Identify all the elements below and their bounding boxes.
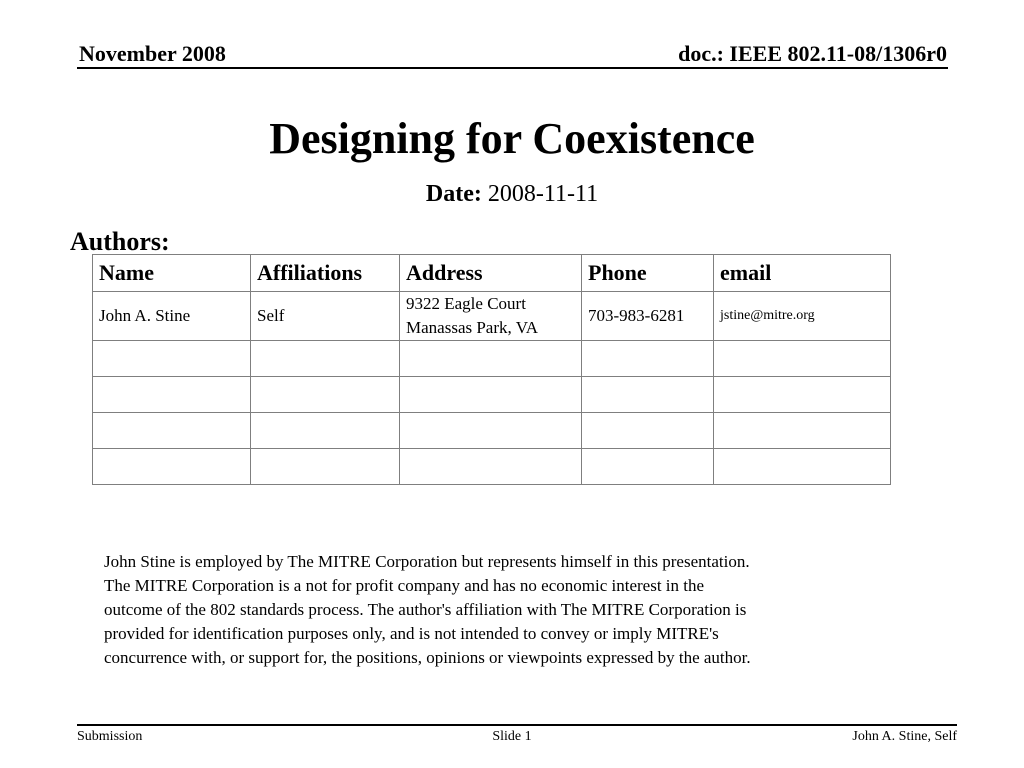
- header-doc-id: doc.: IEEE 802.11-08/1306r0: [678, 41, 947, 66]
- empty-cell: [251, 413, 400, 449]
- header-divider: [77, 67, 948, 69]
- address-line-2: Manassas Park, VA: [406, 318, 539, 337]
- empty-cell: [582, 449, 714, 485]
- slide-title: Designing for Coexistence: [269, 114, 755, 163]
- empty-cell: [251, 341, 400, 377]
- footer-divider: [77, 724, 957, 726]
- empty-cell: [93, 449, 251, 485]
- date-line: [0, 178, 1024, 210]
- date-label: Date:: [425, 181, 482, 207]
- footer-submission: Submission: [77, 729, 143, 744]
- empty-cell: [251, 377, 400, 413]
- empty-cell: [93, 413, 251, 449]
- empty-cell: [714, 341, 891, 377]
- column-header-phone: Phone: [582, 255, 714, 292]
- address-line-1: 9322 Eagle Court: [406, 294, 526, 313]
- author-affiliation-cell: Self: [251, 292, 400, 341]
- empty-cell: [582, 341, 714, 377]
- footer-slide-number: Slide 1: [492, 729, 532, 744]
- empty-cell: [93, 341, 251, 377]
- empty-cell: [714, 449, 891, 485]
- column-header-name: Name: [93, 255, 251, 292]
- authors-heading: Authors:: [70, 227, 170, 256]
- disclaimer-line: outcome of the 802 standards process. The author's affiliation with The MITRE Corporation is: [104, 600, 747, 619]
- author-phone-cell: 703-983-6281: [582, 292, 714, 341]
- empty-cell: [400, 377, 582, 413]
- empty-cell: [400, 449, 582, 485]
- empty-cell: [582, 413, 714, 449]
- empty-cell: [582, 377, 714, 413]
- empty-cell: [400, 341, 582, 377]
- disclaimer-line: concurrence with, or support for, the positions, opinions or viewpoints expressed by the author.: [104, 648, 751, 667]
- empty-cell: [251, 449, 400, 485]
- author-email-cell: jstine@mitre.org: [714, 292, 891, 341]
- author-address-cell: [400, 292, 582, 341]
- date-value: 2008-11-11: [487, 181, 599, 207]
- table-row: [93, 377, 891, 413]
- table-header-row: [93, 255, 891, 292]
- empty-cell: [714, 377, 891, 413]
- header-date: November 2008: [79, 41, 226, 66]
- column-header-address: Address: [400, 255, 582, 292]
- table-row: [93, 341, 891, 377]
- author-name-cell: John A. Stine: [93, 292, 251, 341]
- authors-table: [92, 254, 891, 485]
- disclaimer-paragraph: [104, 550, 884, 670]
- table-row: [93, 449, 891, 485]
- table-row: [93, 413, 891, 449]
- column-header-email: email: [714, 255, 891, 292]
- disclaimer-line: John Stine is employed by The MITRE Corporation but represents himself in this presentation.: [104, 552, 750, 571]
- empty-cell: [400, 413, 582, 449]
- column-header-affiliations: Affiliations: [251, 255, 400, 292]
- footer-author: John A. Stine, Self: [852, 729, 957, 744]
- disclaimer-line: provided for identification purposes only, and is not intended to convey or imply MITRE's: [104, 624, 719, 643]
- table-row: [93, 292, 891, 341]
- empty-cell: [714, 413, 891, 449]
- disclaimer-line: The MITRE Corporation is a not for profit company and has no economic interest in the: [104, 576, 705, 595]
- empty-cell: [93, 377, 251, 413]
